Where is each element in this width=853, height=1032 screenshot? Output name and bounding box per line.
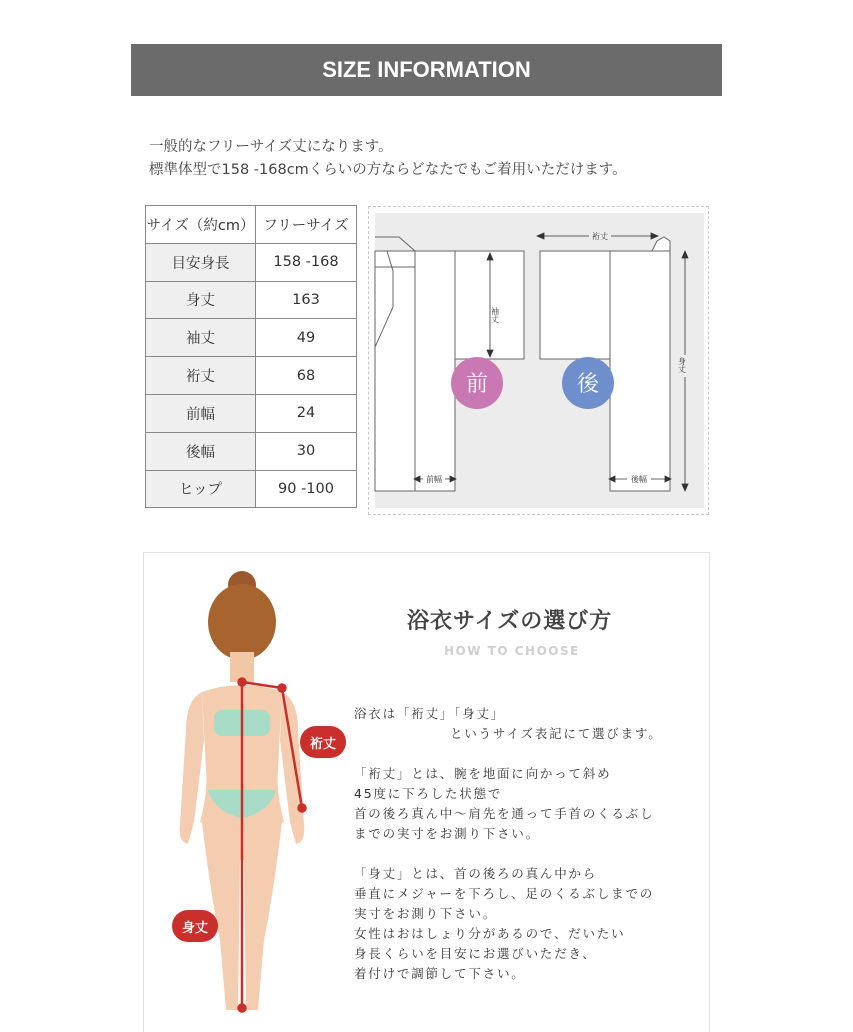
mitake-badge-label: 身丈	[181, 920, 208, 936]
yukata-measurement-diagram	[368, 206, 709, 515]
mitake-badge	[172, 910, 218, 942]
paragraph-intro	[354, 704, 663, 744]
table-row	[146, 243, 357, 281]
yukata-diagram-svg	[369, 207, 710, 516]
table-row	[146, 319, 357, 357]
table-row	[146, 357, 357, 395]
intro-line-2: 標準体型で158 -168cmくらいの方ならどなたでもご着用いただけます。	[149, 162, 627, 178]
intro-line-1: 一般的なフリーサイズ丈になります。	[149, 139, 393, 155]
yuki-label: 裄丈	[592, 232, 608, 241]
text-line: というサイズ表記にて選びます。	[450, 726, 663, 741]
text-line: 着付けで調節して下さい。	[354, 966, 526, 981]
table-row-value: 24	[256, 394, 357, 432]
yuki-badge	[300, 726, 346, 758]
table-row-label: ヒップ	[146, 470, 256, 508]
measure-point	[239, 1005, 246, 1012]
table-row	[146, 281, 357, 319]
sleeve-length-label: 袖丈	[490, 307, 500, 323]
text-line: 45度に下ろした状態で	[354, 786, 503, 801]
measure-point	[299, 805, 306, 812]
section-header	[131, 44, 722, 96]
body-figure-illustration	[150, 560, 340, 1028]
paragraph-mitake	[354, 864, 663, 984]
table-row-label: 袖丈	[146, 319, 256, 357]
text-line: 首の後ろ真ん中～肩先を通って手首のくるぶし	[354, 806, 655, 821]
body-figure-svg	[150, 560, 340, 1024]
front-width-label: 前幅	[426, 475, 442, 484]
text-line: 身長くらいを目安にお選びいただき、	[354, 946, 597, 961]
text-line: 浴衣は「裄丈」「身丈」	[354, 706, 506, 721]
table-row	[146, 394, 357, 432]
text-line: 女性はおはしょり分があるので、だいたい	[354, 926, 626, 941]
section-title: SIZE INFORMATION	[322, 57, 531, 82]
table-row-value: 49	[256, 319, 357, 357]
howto-instructions	[354, 704, 663, 1004]
text-line: 垂直にメジャーを下ろし、足のくるぶしまでの	[354, 886, 655, 901]
back-garment-body	[610, 251, 670, 491]
table-header-cell: サイズ（約cm）	[146, 206, 256, 244]
table-row-label: 目安身長	[146, 243, 256, 281]
back-sleeve	[540, 251, 610, 359]
paragraph-yuki	[354, 764, 663, 844]
table-row-value: 90 -100	[256, 470, 357, 508]
howto-subtitle: HOW TO CHOOSE	[444, 644, 580, 658]
table-header-row	[146, 206, 357, 244]
table-header-cell: フリーサイズ	[256, 206, 357, 244]
hair	[208, 584, 276, 660]
front-sleeve	[455, 251, 524, 359]
body-length-label: 身丈	[677, 357, 687, 373]
size-table	[145, 205, 357, 508]
table-row	[146, 470, 357, 508]
text-line: 実寸をお測り下さい。	[354, 906, 498, 921]
measure-point	[279, 685, 286, 692]
back-label: 後	[576, 372, 600, 397]
table-row-value: 30	[256, 432, 357, 470]
text-line: 「身丈」とは、首の後ろの真ん中から	[354, 866, 598, 881]
table-row-label: 身丈	[146, 281, 256, 319]
text-line: までの実寸をお測り下さい。	[354, 826, 540, 841]
table-row-value: 158 -168	[256, 243, 357, 281]
front-label: 前	[465, 372, 489, 397]
table-row-value: 68	[256, 357, 357, 395]
table-row-value: 163	[256, 281, 357, 319]
measure-point	[239, 679, 246, 686]
table-row-label: 裄丈	[146, 357, 256, 395]
table-row	[146, 432, 357, 470]
yuki-badge-label: 裄丈	[309, 736, 336, 752]
intro-text	[149, 136, 627, 182]
table-row-label: 前幅	[146, 394, 256, 432]
text-line: 「裄丈」とは、腕を地面に向かって斜め	[354, 766, 612, 781]
table-row-label: 後幅	[146, 432, 256, 470]
howto-title: 浴衣サイズの選び方	[407, 609, 613, 634]
back-width-label: 後幅	[631, 475, 647, 484]
